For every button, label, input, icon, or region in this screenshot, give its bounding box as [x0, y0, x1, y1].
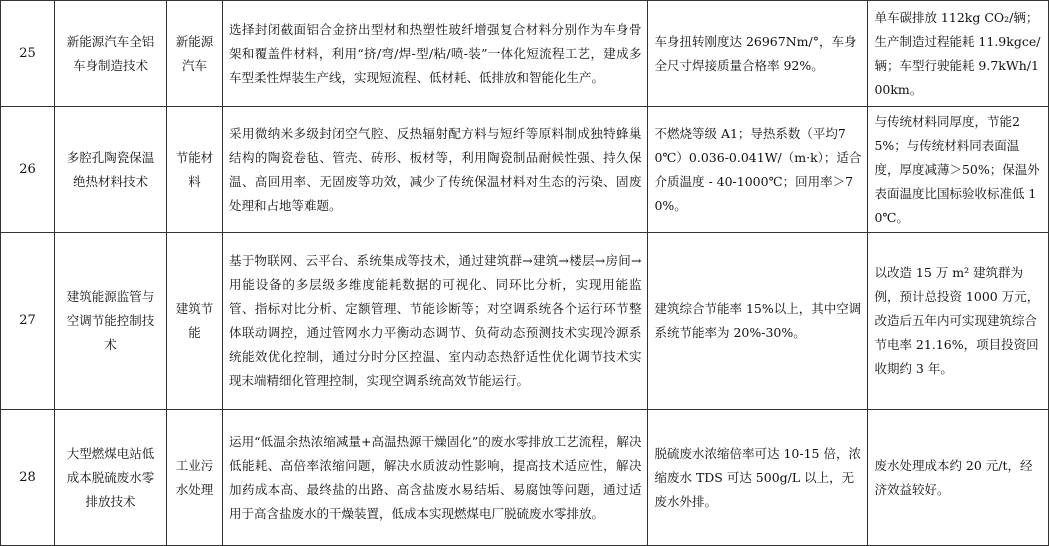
- tech-field: 新能源汽车: [167, 1, 223, 107]
- tech-performance: 不燃烧等级 A1；导热系数（平均70℃）0.036-0.041W/（m·k）；适合介质温度 - 40-1000℃；回用率＞70%。: [648, 107, 868, 233]
- tech-performance: 车身扭转刚度达 26967Nm/°，车身全尺寸焊接质量合格率 92%。: [648, 1, 868, 107]
- tech-description: 基于物联网、云平台、系统集成等技术，通过建筑群→建筑→楼层→房间→用能设备的多层级多维度能耗数据的可视化、同环比分析，实现用能监管、指标对比分析、定额管理、节能诊断等；对空调系统各个运行环节整体联动调控，通过管网水力平衡动态调节、负荷动态预测技术实现冷源系统能效优化控制，通过分时分区控温、室内动态热舒适性优化调节技术实现末端精细化管理控制，实现空调系统高效节能运行。: [223, 233, 648, 410]
- tech-benefit: 与传统材料同厚度，节能25%；与传统材料同表面温度，厚度减薄＞50%；保温外表面温度比国标验收标准低 10℃。: [868, 107, 1049, 233]
- row-number: 28: [1, 410, 55, 546]
- tech-field: 工业污水处理: [167, 410, 223, 546]
- row-number: 26: [1, 107, 55, 233]
- tech-description: 采用微纳米多级封闭空气腔、反热辐射配方料与短纤等原料制成独特蜂巢结构的陶瓷卷毡、管壳、砖形、板材等，利用陶瓷制品耐候性强、持久保温、高回用率、无固废等功效，减少了传统保温材料对生态的污染、固废处理和占地等难题。: [223, 107, 648, 233]
- tech-field: 节能材料: [167, 107, 223, 233]
- table-row: [1, 107, 1049, 233]
- tech-description: 运用“低温余热浓缩减量+高温热源干燥固化”的废水零排放工艺流程，解决低能耗、高倍率浓缩问题，解决水质波动性影响，提高技术适应性，解决加药成本高、最终盐的出路、高含盐废水易结垢、易腐蚀等问题，通过适用于高含盐废水的干燥装置，低成本实现燃煤电厂脱硫废水零排放。: [223, 410, 648, 546]
- tech-name: 多腔孔陶瓷保温绝热材料技术: [54, 107, 166, 233]
- row-number: 25: [1, 1, 55, 107]
- tech-benefit: 以改造 15 万 m² 建筑群为例，预计总投资 1000 万元，改造后五年内可实现建筑综合节电率 21.16%，项目投资回收期约 3 年。: [868, 233, 1049, 410]
- row-number: 27: [1, 233, 55, 410]
- tech-name: 新能源汽车全铝车身制造技术: [54, 1, 166, 107]
- tech-performance: 脱硫废水浓缩倍率可达 10-15 倍，浓缩废水 TDS 可达 500g/L 以上，无废水外排。: [648, 410, 868, 546]
- tech-name: 建筑能源监管与空调节能控制技术: [54, 233, 166, 410]
- tech-description: 选择封闭截面铝合金挤出型材和热塑性玻纤增强复合材料分别作为车身骨架和覆盖件材料，利用“挤/弯/焊-型/粘/喷-装”一体化短流程工艺，建成多车型柔性焊装生产线，实现短流程、低材耗、低排放和智能化生产。: [223, 1, 648, 107]
- table-row: [1, 1, 1049, 107]
- tech-performance: 建筑综合节能率 15%以上，其中空调系统节能率为 20%-30%。: [648, 233, 868, 410]
- tech-benefit: 废水处理成本约 20 元/t，经济效益较好。: [868, 410, 1049, 546]
- tech-benefit: 单车碳排放 112kg CO₂/辆；生产制造过程能耗 11.9kgce/辆；车型行驶能耗 9.7kWh/100km。: [868, 1, 1049, 107]
- table-row: [1, 410, 1049, 546]
- tech-name: 大型燃煤电站低成本脱硫废水零排放技术: [54, 410, 166, 546]
- tech-field: 建筑节能: [167, 233, 223, 410]
- table-row: [1, 233, 1049, 410]
